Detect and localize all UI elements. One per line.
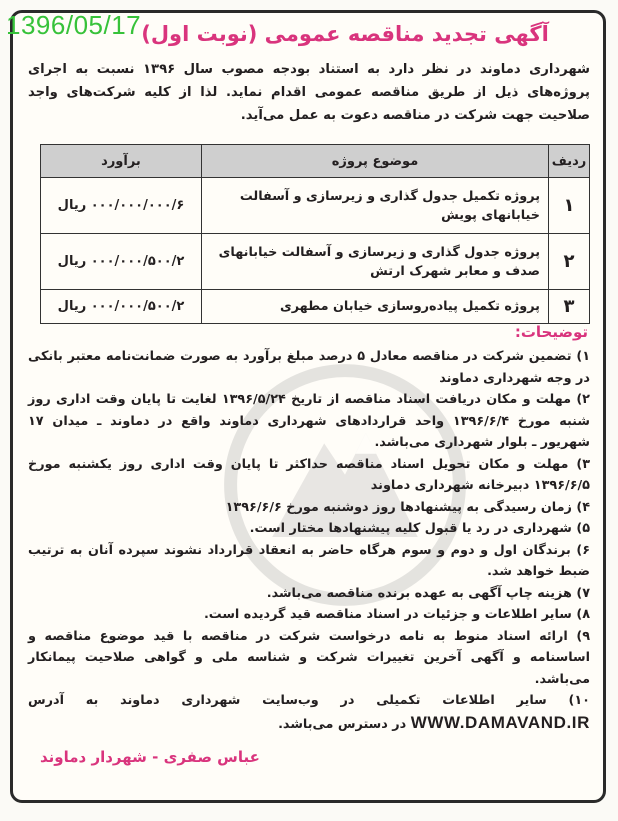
date-stamp: 1396/05/17: [6, 10, 142, 40]
header-row-number: ردیف: [549, 145, 590, 178]
row-subject: پروژه تکمیل پیاده‌روسازی خیابان مطهری: [202, 290, 549, 324]
row-subject: پروژه تکمیل جدول گذاری و زیرسازی و آسفالت خیابانهای پویش: [202, 178, 549, 234]
table-row: [41, 178, 590, 234]
row-budget: ۰۰۰/۰۰۰/۵۰۰/۲ ریال: [41, 234, 202, 290]
notes-title: توضیحات:: [514, 323, 588, 341]
row-budget: ۰۰۰/۰۰۰/۰۰۰/۶ ریال: [41, 178, 202, 234]
table-row: [41, 290, 590, 324]
note-item: ۳) مهلت و مکان تحویل اسناد مناقصه حداکثر تا پایان وقت اداری روز یکشنبه مورخ ۱۳۹۶/۶/۵ دبیرخانه شهرداری دماوند: [28, 456, 590, 493]
note10-prefix: ۱۰) سایر اطلاعات تکمیلی در وب‌سایت شهرداری دماوند به آدرس: [28, 693, 590, 708]
row-number: ۱: [549, 178, 590, 234]
row-budget: ۰۰۰/۰۰۰/۵۰۰/۲ ریال: [41, 290, 202, 324]
signature: عباس صفری - شهردار دماوند: [40, 748, 260, 766]
note-item: ۱) تضمین شرکت در مناقصه معادل ۵ درصد مبلغ برآورد به صورت ضمانت‌نامه معتبر بانکی در وجه شهرداری دماوند: [28, 349, 591, 386]
note-item: ۶) برندگان اول و دوم و سوم هرگاه حاضر به انعقاد قرارداد نشوند سپرده آنان به ترتیب ضبط خواهد شد.: [28, 542, 590, 579]
note10-suffix: در دسترس می‌باشد.: [278, 716, 407, 732]
table-row: [41, 234, 590, 290]
notes-list: [28, 346, 590, 735]
header-budget: برآورد: [41, 145, 202, 178]
row-subject: پروژه جدول گذاری و زیرسازی و آسفالت خیابانهای صدف و معابر شهرک ارتش: [202, 234, 549, 290]
website-link[interactable]: WWW.DAMAVAND.IR: [410, 712, 590, 732]
note-item: ۴) زمان رسیدگی به پیشنهادها روز دوشنبه مورخ ۱۳۹۶/۶/۶: [225, 499, 590, 515]
projects-table: [40, 144, 590, 324]
table-header-row: [41, 145, 590, 178]
notice-title: آگهی تجدید مناقصه عمومی (نوبت اول): [141, 22, 549, 46]
note-item: ۵) شهرداری در رد یا قبول کلیه پیشنهادها مختار است.: [249, 521, 590, 536]
intro-paragraph: شهرداری دماوند در نظر دارد به استناد بودجه مصوب سال ۱۳۹۶ نسبت به اجرای پروژه‌های ذیل از طریق مناقصه عمومی اقدام نماید. لذا از کلیه شرکت‌های واجد صلاحیت جهت شرکت در مناقصه دعوت به عمل می‌آید.: [28, 62, 590, 123]
note-item: ۲) مهلت و مکان دریافت اسناد مناقصه از تاریخ ۱۳۹۶/۵/۲۴ لغایت تا پایان وقت اداری روز شنبه مورخ ۱۳۹۶/۶/۴ واحد قراردادهای شهرداری دماوند واقع در دماوند ـ میدان ۱۷ شهریور ـ بلوار شهرداری می‌باشد.: [28, 392, 590, 450]
note-item: ۹) ارائه اسناد منوط به نامه درخواست شرکت در مناقصه با قید موضوع مناقصه و اساسنامه و آگهی آخرین تغییرات شرکت و شناسه ملی و گواهی صلاحیت پیمانکار می‌باشد.: [28, 628, 590, 687]
header-subject: موضوع پروژه: [202, 145, 549, 178]
row-number: ۳: [549, 290, 590, 324]
note-item: ۸) سایر اطلاعات و جزئیات در اسناد مناقصه قید گردیده است.: [203, 607, 590, 622]
note-item-website: [28, 690, 590, 735]
note-item: ۷) هزینه چاپ آگهی به عهده برنده مناقصه می‌باشد.: [266, 585, 590, 601]
row-number: ۲: [549, 234, 590, 290]
